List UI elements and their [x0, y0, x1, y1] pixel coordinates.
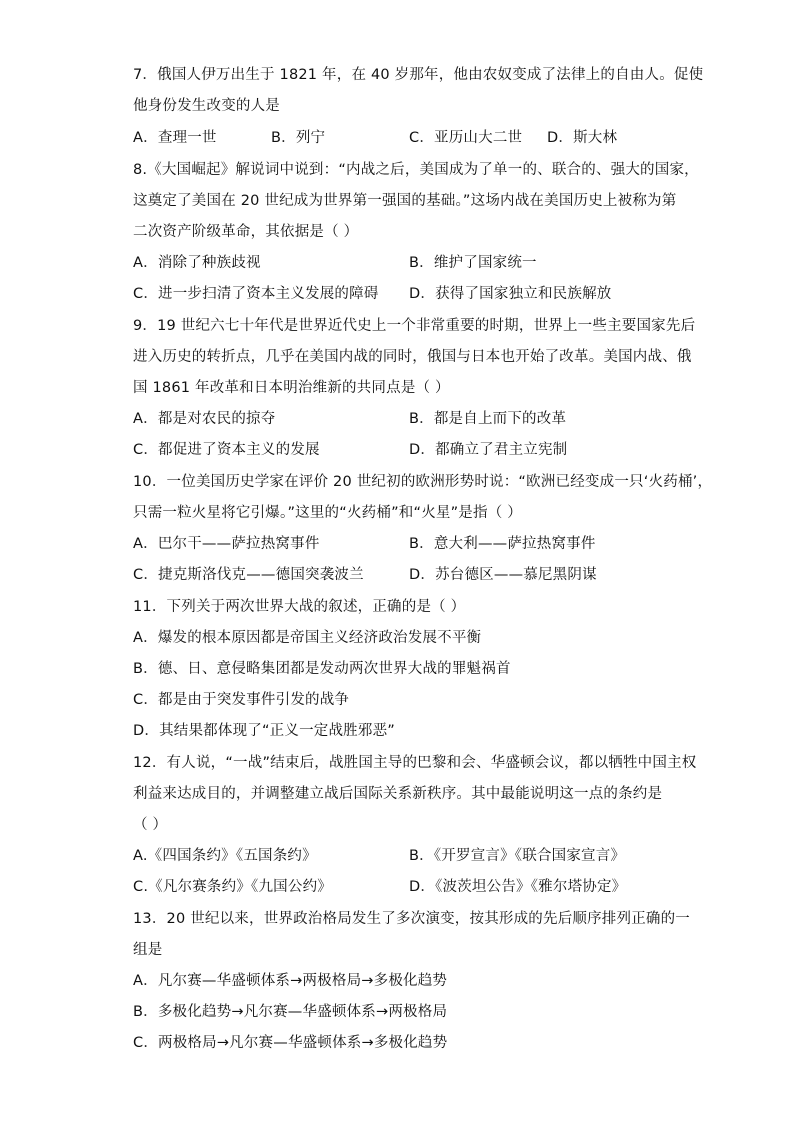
question-9-option-d: D．都确立了君主立宪制 — [409, 442, 568, 458]
question-13-option-a: A．凡尔赛—华盛顿体系→两极格局→多极化趋势 — [133, 973, 448, 989]
question-12-stem-line-2: 利益来达成目的，并调整建立战后国际关系新秩序。其中最能说明这一点的条约是 — [133, 786, 663, 802]
question-9-option-b: B．都是自上而下的改革 — [409, 411, 567, 427]
question-13-option-c: C．两极格局→凡尔赛—华盛顿体系→多极化趋势 — [133, 1035, 448, 1051]
question-8-option-a: A．消除了种族歧视 — [133, 255, 261, 271]
question-13-stem-line-2: 组是 — [133, 942, 163, 958]
question-12-option-c: C.《凡尔赛条约》《九国公约》 — [133, 879, 332, 895]
question-11-stem-line-1: 11．下列关于两次世界大战的叙述，正确的是（ ） — [133, 599, 466, 615]
question-12-option-d: D．《波茨坦公告》《雅尔塔协定》 — [409, 879, 627, 895]
question-9-stem-line-1: 9．19 世纪六七十年代是世界近代史上一个非常重要的时期，世界上一些主要国家先后 — [133, 318, 696, 334]
question-11-option-b: B．德、日、意侵略集团都是发动两次世界大战的罪魁祸首 — [133, 661, 511, 677]
question-8-stem-line-1: 8.《大国崛起》解说词中说到：“内战之后，美国成为了单一的、联合的、强大的国家， — [133, 162, 699, 178]
question-8-option-c: C．进一步扫清了资本主义发展的障碍 — [133, 286, 379, 302]
question-9-option-a: A．都是对农民的掠夺 — [133, 411, 276, 427]
question-7-stem-line-1: 7．俄国人伊万出生于 1821 年，在 40 岁那年，他由农奴变成了法律上的自由人。促使 — [133, 67, 704, 83]
question-11-option-d: D．其结果都体现了“正义一定战胜邪恶” — [133, 723, 395, 739]
question-10-stem-line-1: 10．一位美国历史学家在评价 20 世纪初的欧洲形势时说：“欧洲已经变成一只‘火药桶’， — [133, 474, 713, 490]
question-12-stem-line-3: （ ） — [133, 817, 168, 833]
question-9-stem-line-2: 进入历史的转折点，几乎在美国内战的同时，俄国与日本也开始了改革。美国内战、俄 — [133, 349, 692, 365]
question-13-stem-line-1: 13．20 世纪以来，世界政治格局发生了多次演变，按其形成的先后顺序排列正确的一 — [133, 911, 691, 927]
question-11-option-a: A．爆发的根本原因都是帝国主义经济政治发展不平衡 — [133, 630, 482, 646]
question-12-stem-line-1: 12．有人说，“一战”结束后，战胜国主导的巴黎和会、华盛顿会议，都以牺牲中国主权 — [133, 755, 697, 771]
question-9-option-c: C．都促进了资本主义的发展 — [133, 442, 320, 458]
question-11-option-c: C．都是由于突发事件引发的战争 — [133, 692, 350, 708]
question-10-stem-line-2: 只需一粒火星将它引爆。”这里的“火药桶”和“火星”是指（ ） — [133, 505, 522, 521]
question-7-option-b: B．列宁 — [271, 130, 326, 146]
question-10-option-d: D．苏台德区——慕尼黑阴谋 — [409, 567, 597, 583]
question-8-option-b: B．维护了国家统一 — [409, 255, 537, 271]
question-10-option-b: B．意大利——萨拉热窝事件 — [409, 536, 596, 552]
question-7-option-c: C．亚历山大二世 — [409, 130, 523, 146]
question-12-option-b: B．《开罗宣言》《联合国家宣言》 — [409, 848, 626, 864]
question-12-option-a: A.《四国条约》《五国条约》 — [133, 848, 317, 864]
question-7-stem-line-2: 他身份发生改变的人是 — [133, 98, 280, 114]
question-8-option-d: D．获得了国家独立和民族解放 — [409, 286, 612, 302]
question-10-option-c: C．捷克斯洛伐克——德国突袭波兰 — [133, 567, 364, 583]
question-13-option-b: B．多极化趋势→凡尔赛—华盛顿体系→两极格局 — [133, 1004, 448, 1020]
question-9-stem-line-3: 国 1861 年改革和日本明治维新的共同点是（ ） — [133, 380, 450, 396]
question-10-option-a: A．巴尔干——萨拉热窝事件 — [133, 536, 320, 552]
question-7-option-d: D．斯大林 — [547, 130, 618, 146]
question-7-option-a: A．查理一世 — [133, 130, 217, 146]
question-8-stem-line-3: 二次资产阶级革命，其依据是（ ） — [133, 224, 359, 240]
question-8-stem-line-2: 这奠定了美国在 20 世纪成为世界第一强国的基础。”这场内战在美国历史上被称为第 — [133, 193, 677, 209]
